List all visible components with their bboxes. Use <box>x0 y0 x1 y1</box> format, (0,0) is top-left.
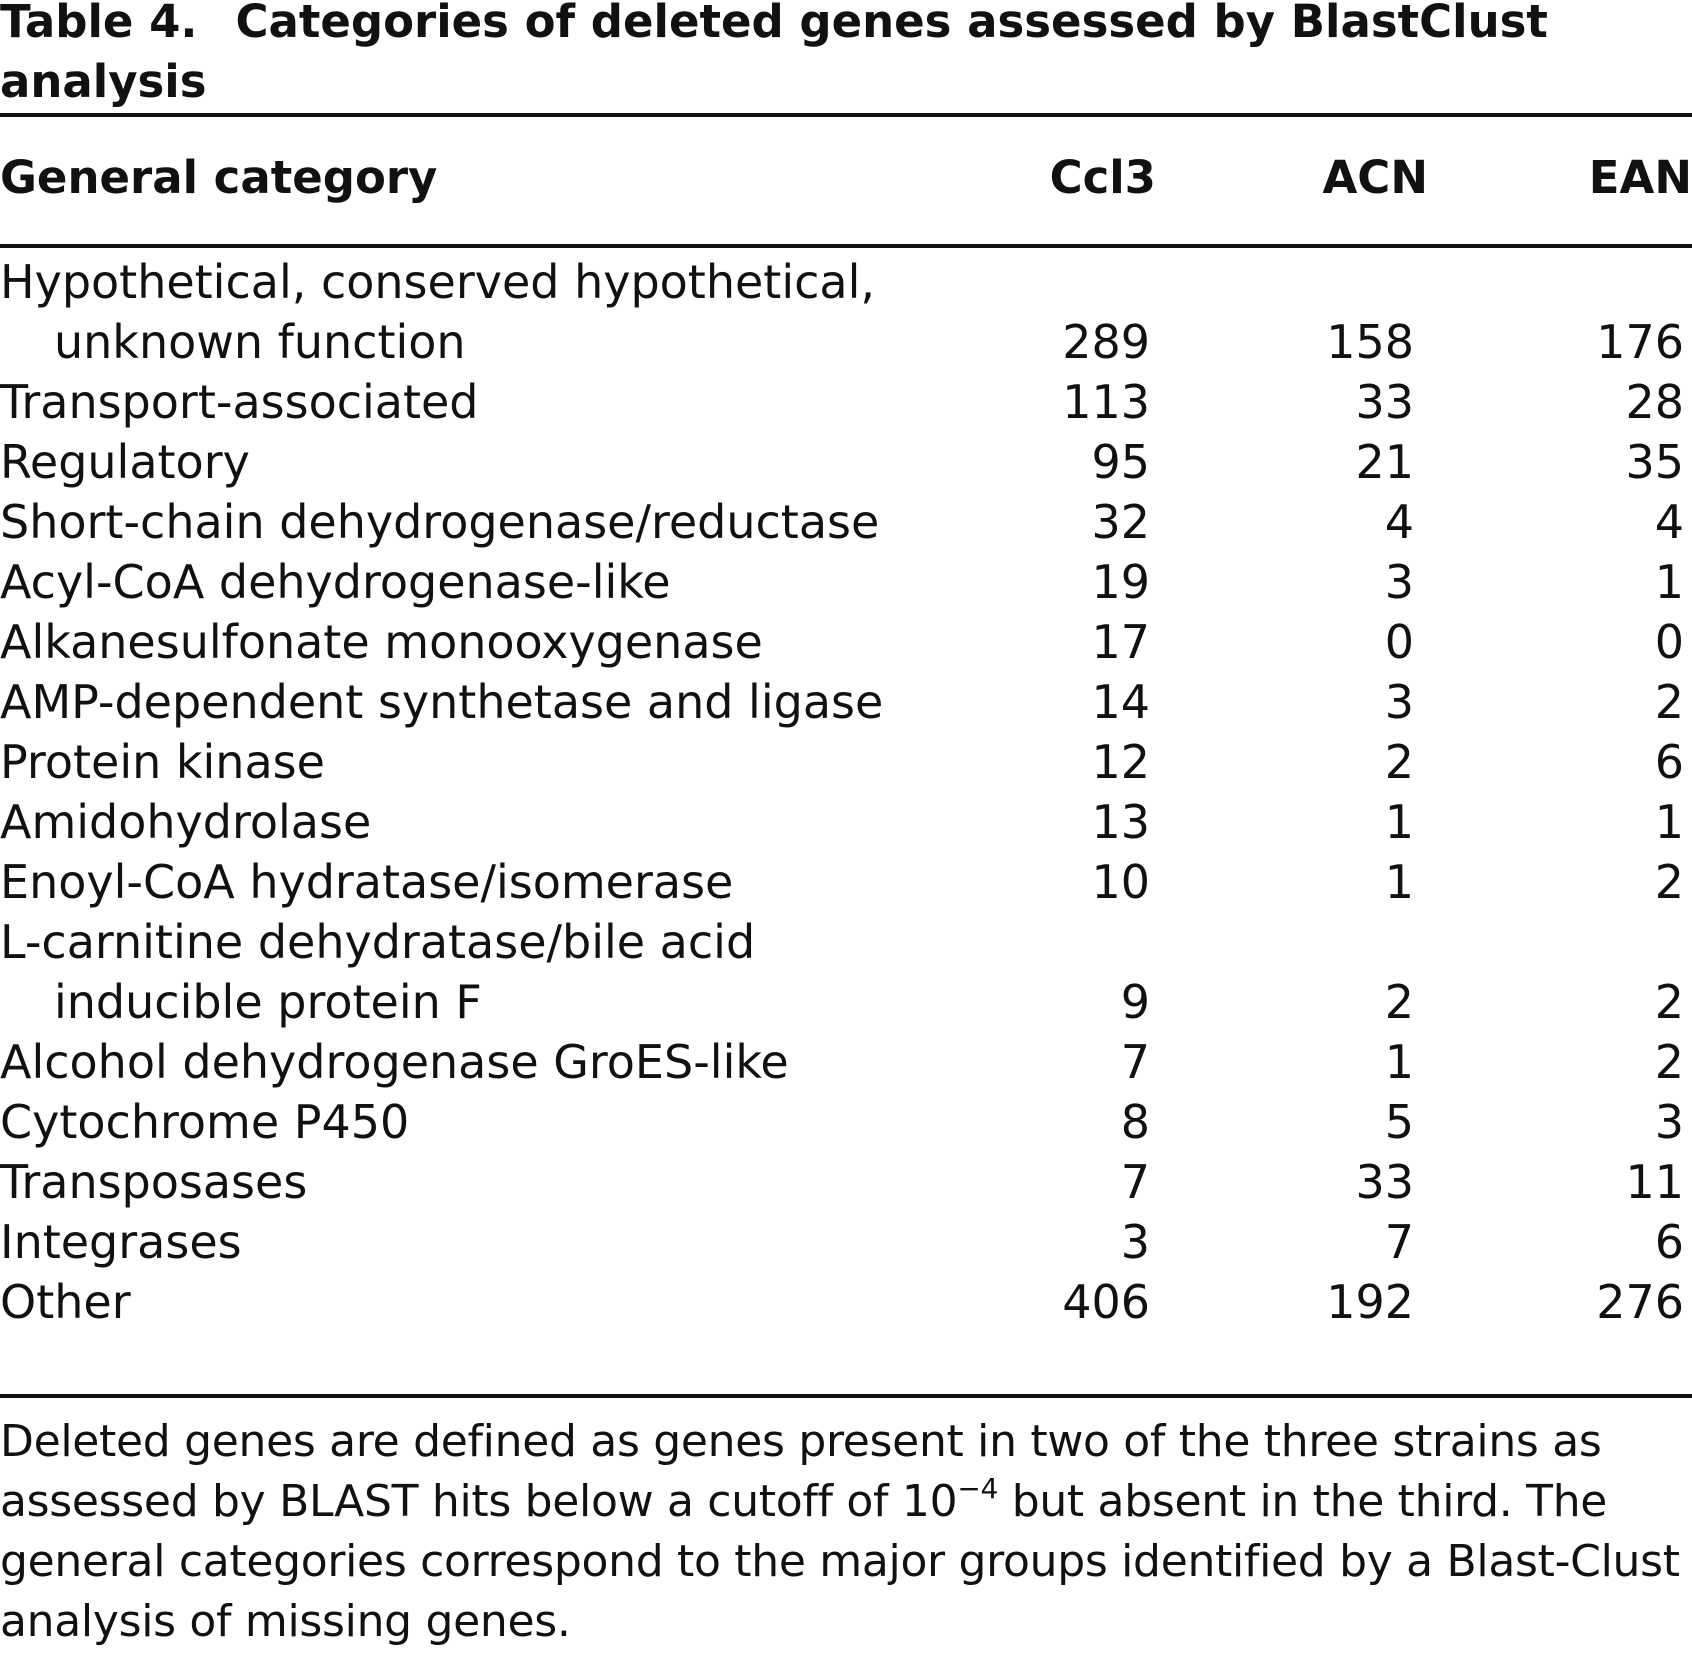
category-label-continuation: inducible protein F <box>54 975 482 1029</box>
ccl3-value-cell: 10 <box>1091 855 1150 909</box>
table-row <box>0 912 1692 1032</box>
table-row <box>0 552 1692 612</box>
table-row <box>0 1272 1692 1332</box>
category-label: Amidohydrolase <box>0 795 372 849</box>
table-row <box>0 432 1692 492</box>
ean-value-cell: 6 <box>1654 735 1684 789</box>
category-cell <box>0 1152 1000 1212</box>
acn-value-cell: 5 <box>1384 1095 1414 1149</box>
ean-value-cell: 176 <box>1596 315 1684 369</box>
category-label: AMP-dependent synthetase and ligase <box>0 675 884 729</box>
ean-value-cell: 2 <box>1654 855 1684 909</box>
footnote-text-end: but absent in the third. The general categories correspond to the major groups identified by a Blast-Clust analysis of missing genes. <box>0 1476 1680 1647</box>
acn-value-cell: 2 <box>1384 735 1414 789</box>
ean-value-cell: 11 <box>1625 1155 1684 1209</box>
table-row <box>0 852 1692 912</box>
table-row <box>0 1092 1692 1152</box>
category-cell <box>0 912 1000 1032</box>
acn-value-cell: 33 <box>1355 375 1414 429</box>
column-header-category: General category <box>0 151 438 204</box>
category-cell <box>0 492 1000 552</box>
acn-value-cell: 1 <box>1384 795 1414 849</box>
category-cell <box>0 552 1000 612</box>
footnote-exponent: −4 <box>957 1472 999 1505</box>
ean-value-cell: 2 <box>1654 975 1684 1029</box>
ccl3-value-cell: 95 <box>1091 435 1150 489</box>
table-title <box>0 0 1680 112</box>
table-row <box>0 612 1692 672</box>
ean-value-cell: 2 <box>1654 1035 1684 1089</box>
bottom-rule <box>0 1394 1692 1398</box>
ccl3-value-cell: 9 <box>1120 975 1150 1029</box>
ean-value-cell: 28 <box>1625 375 1684 429</box>
category-cell <box>0 672 1000 732</box>
ean-value-cell: 3 <box>1654 1095 1684 1149</box>
table-body <box>0 218 1692 1332</box>
category-cell <box>0 1032 1000 1092</box>
ean-value-cell: 35 <box>1625 435 1684 489</box>
category-cell <box>0 252 1000 372</box>
table-row <box>0 672 1692 732</box>
ccl3-value-cell: 12 <box>1091 735 1150 789</box>
ccl3-value-cell: 17 <box>1091 615 1150 669</box>
ccl3-value-cell: 406 <box>1062 1275 1150 1329</box>
category-label: Enoyl-CoA hydratase/isomerase <box>0 855 734 909</box>
ccl3-value-cell: 14 <box>1091 675 1150 729</box>
category-label: Short-chain dehydrogenase/reductase <box>0 495 880 549</box>
acn-value-cell: 1 <box>1384 855 1414 909</box>
ean-value-cell: 6 <box>1654 1215 1684 1269</box>
ean-value-cell: 0 <box>1654 615 1684 669</box>
ccl3-value-cell: 8 <box>1120 1095 1150 1149</box>
column-header-ccl3: Ccl3 <box>1049 151 1156 204</box>
acn-value-cell: 4 <box>1384 495 1414 549</box>
ccl3-value-cell: 113 <box>1062 375 1150 429</box>
acn-value-cell: 3 <box>1384 675 1414 729</box>
ccl3-value-cell: 13 <box>1091 795 1150 849</box>
acn-value-cell: 3 <box>1384 555 1414 609</box>
table-header <box>0 148 1692 218</box>
category-cell <box>0 792 1000 852</box>
header-spacer <box>0 218 1692 252</box>
category-label: Transposases <box>0 1155 308 1209</box>
ccl3-value-cell: 7 <box>1120 1035 1150 1089</box>
ccl3-value-cell: 32 <box>1091 495 1150 549</box>
table-row <box>0 732 1692 792</box>
category-cell <box>0 372 1000 432</box>
table-footnote <box>0 1412 1692 1652</box>
table-row <box>0 252 1692 372</box>
category-label: Regulatory <box>0 435 250 489</box>
footnote-text-start: Deleted genes are defined as genes present in two of the three strains as assessed by BLAST hits below a cutoff of 10 <box>0 1416 1602 1527</box>
ccl3-value-cell: 7 <box>1120 1155 1150 1209</box>
data-table <box>0 148 1692 1332</box>
ean-value-cell: 1 <box>1654 795 1684 849</box>
category-label: Acyl-CoA dehydrogenase-like <box>0 555 671 609</box>
ean-value-cell: 4 <box>1654 495 1684 549</box>
category-label: Protein kinase <box>0 735 325 789</box>
category-label: Integrases <box>0 1215 242 1269</box>
category-label: Cytochrome P450 <box>0 1095 410 1149</box>
ccl3-value-cell: 3 <box>1120 1215 1150 1269</box>
acn-value-cell: 21 <box>1355 435 1414 489</box>
acn-value-cell: 1 <box>1384 1035 1414 1089</box>
ccl3-value-cell: 289 <box>1062 315 1150 369</box>
table-label: Table 4. <box>0 0 198 48</box>
category-cell <box>0 1212 1000 1272</box>
category-label: Alkanesulfonate monooxygenase <box>0 615 763 669</box>
table-row <box>0 1212 1692 1272</box>
category-label: Transport-associated <box>0 375 479 429</box>
acn-value-cell: 192 <box>1326 1275 1414 1329</box>
category-cell <box>0 612 1000 672</box>
category-label: Alcohol dehydrogenase GroES-like <box>0 1035 789 1089</box>
category-label: Other <box>0 1275 131 1329</box>
column-header-ean: EAN <box>1588 151 1692 204</box>
acn-value-cell: 0 <box>1384 615 1414 669</box>
acn-value-cell: 158 <box>1326 315 1414 369</box>
ean-value-cell: 276 <box>1596 1275 1684 1329</box>
acn-value-cell: 7 <box>1384 1215 1414 1269</box>
table-row <box>0 1152 1692 1212</box>
category-cell <box>0 852 1000 912</box>
top-rule <box>0 113 1692 117</box>
category-cell <box>0 432 1000 492</box>
category-cell <box>0 1092 1000 1152</box>
table-row <box>0 1032 1692 1092</box>
ccl3-value-cell: 19 <box>1091 555 1150 609</box>
ean-value-cell: 2 <box>1654 675 1684 729</box>
header-row <box>0 148 1692 218</box>
category-cell <box>0 1272 1000 1332</box>
acn-value-cell: 33 <box>1355 1155 1414 1209</box>
category-label: Hypothetical, conserved hypothetical, <box>0 255 875 309</box>
table-title-text: Categories of deleted genes assessed by BlastClust analysis <box>0 0 1548 108</box>
category-label: L-carnitine dehydratase/bile acid <box>0 915 756 969</box>
category-label-continuation: unknown function <box>54 315 466 369</box>
column-header-acn: ACN <box>1322 151 1428 204</box>
ean-value-cell: 1 <box>1654 555 1684 609</box>
category-cell <box>0 732 1000 792</box>
acn-value-cell: 2 <box>1384 975 1414 1029</box>
table-row <box>0 372 1692 432</box>
table-row <box>0 492 1692 552</box>
table-row <box>0 792 1692 852</box>
